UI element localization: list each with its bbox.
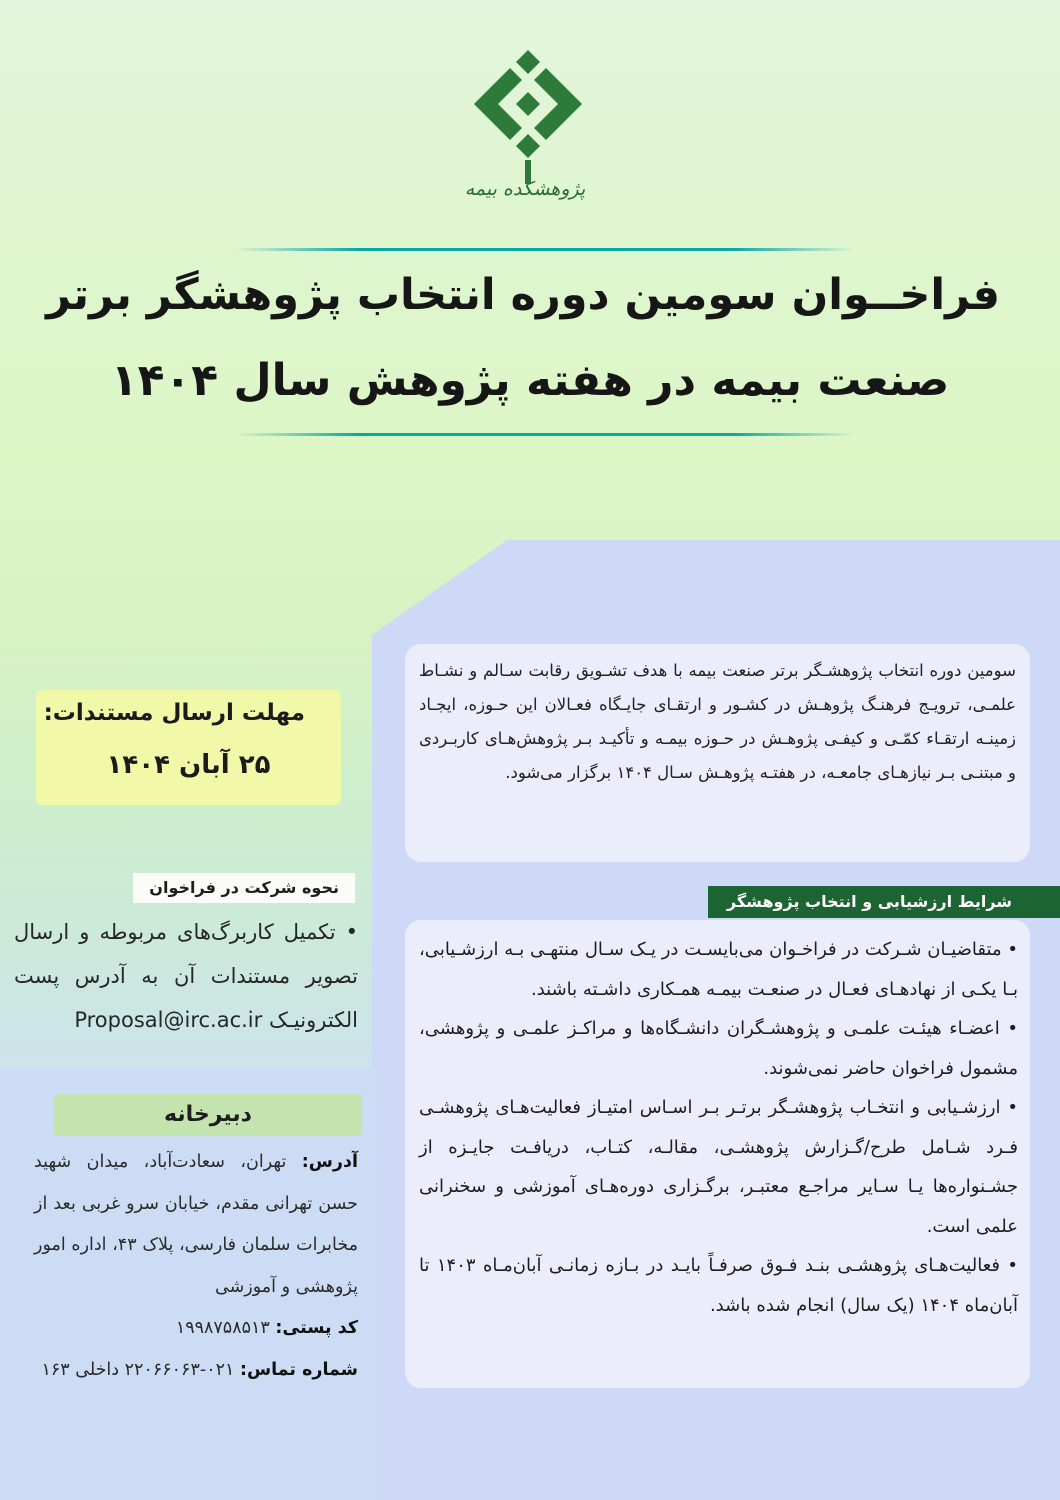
postal-code-value: ۱۹۹۸۷۵۸۵۱۳	[175, 1318, 270, 1338]
page-title-line1: فراخــوان سومین دوره انتخاب پژوهشگر برتر	[46, 270, 1000, 320]
how-to-participate-text	[14, 910, 358, 1042]
criteria-title: شرایط ارزشیابی و انتخاب پژوهشگر	[708, 886, 1060, 918]
deadline-date: ۲۵ آبان ۱۴۰۴	[106, 750, 271, 780]
how-to-participate-title: نحوه شرکت در فراخوان	[133, 873, 355, 903]
criteria-item: • ارزشـیابی و انتخـاب پژوهشـگر برتـر بـر اسـاس امتیـاز فعالیت‌هـای پژوهشـی فـرد شـامل طرح/گـزارش پژوهشـی، مقالـه، کتـاب، دریافـت جایـزه از جشـنواره‌ها یـا سـایر مراجـع معتبـر، برگـزاری دوره‌هـای آموزشی و سخنرانی علمی است.	[419, 1097, 1018, 1237]
phone-label: شماره تماس:	[239, 1359, 358, 1380]
criteria-item: • متقاضیـان شـرکت در فراخـوان می‌بایسـت در یـک سـال منتهـی بـه ارزشـیابی، بـا یکـی از نهادهـای فعـال در صنعـت بیمـه همـکاری داشـته باشند.	[419, 939, 1018, 1000]
deadline-label: مهلت ارسال مستندات:	[43, 700, 305, 726]
criteria-box	[405, 920, 1030, 1388]
address-label: آدرس:	[301, 1152, 358, 1172]
page-title-line2: صنعت بیمه در هفته پژوهش سال ۱۴۰۴	[110, 355, 950, 406]
phone-value: ۰۲۱-۲۲۰۶۶۰۶۳ داخلی ۱۶۳	[41, 1359, 235, 1380]
postal-code-label: کد پستی:	[275, 1318, 358, 1338]
header-bottom-rule	[235, 433, 855, 436]
intro-box	[405, 644, 1030, 862]
address-value: تهران، سعادت‌آباد، میدان شهید حسن تهرانی مقدم، خیابان سرو غربی بعد از مخابرات سلمان فارسی، پلاک ۴۳، اداره امور پژوهشی و آموزشی	[34, 1152, 358, 1297]
secretariat-title: دبیرخانه	[54, 1094, 362, 1136]
contact-email-link[interactable]: Proposal@irc.ac.ir	[74, 1008, 263, 1032]
how-instructions: • تکمیل کاربرگ‌های مربوطه و ارسال تصویر مستندات آن به آدرس پست الکترونیـک	[14, 920, 358, 1032]
deadline-box	[36, 690, 341, 805]
criteria-item: • اعضـاء هیئـت علمـی و پژوهشـگران دانشـگاه‌ها و مراکـز علمـی و پژوهشی، مشمول فراخوان حاضر نمی‌شوند.	[419, 1018, 1018, 1079]
intro-text: سومین دوره انتخاب پژوهشـگر برتر صنعت بیمه با هدف تشـویق رقابت سـالم و نشـاط علمـی، ترویـج فرهنـگ پژوهـش در کشـور و ارتقـای جایـگاه فعـالان این حـوزه، ایجـاد زمینـه ارتقـاء کمّـی و کیفـی پژوهـش در حـوزه بیمـه و تأکیـد بـر پژوهش‌هـای کاربـردی و مبتنـی بـر نیازهـای جامعـه، در هفتـه پژوهـش سـال ۱۴۰۴ برگزار می‌شود.	[419, 661, 1016, 782]
logo-text: پژوهشکده بیمه	[464, 178, 586, 200]
criteria-item: • فعالیت‌هـای پژوهشـی بنـد فـوق صرفـاً بایـد در بـازه زمانـی آبان‌مـاه ۱۴۰۳ تا آبان‌ماه ۱۴۰۴ (یک سال) انجام شده باشد.	[419, 1255, 1018, 1316]
secretariat-details	[34, 1142, 358, 1391]
header-top-rule	[235, 248, 855, 251]
